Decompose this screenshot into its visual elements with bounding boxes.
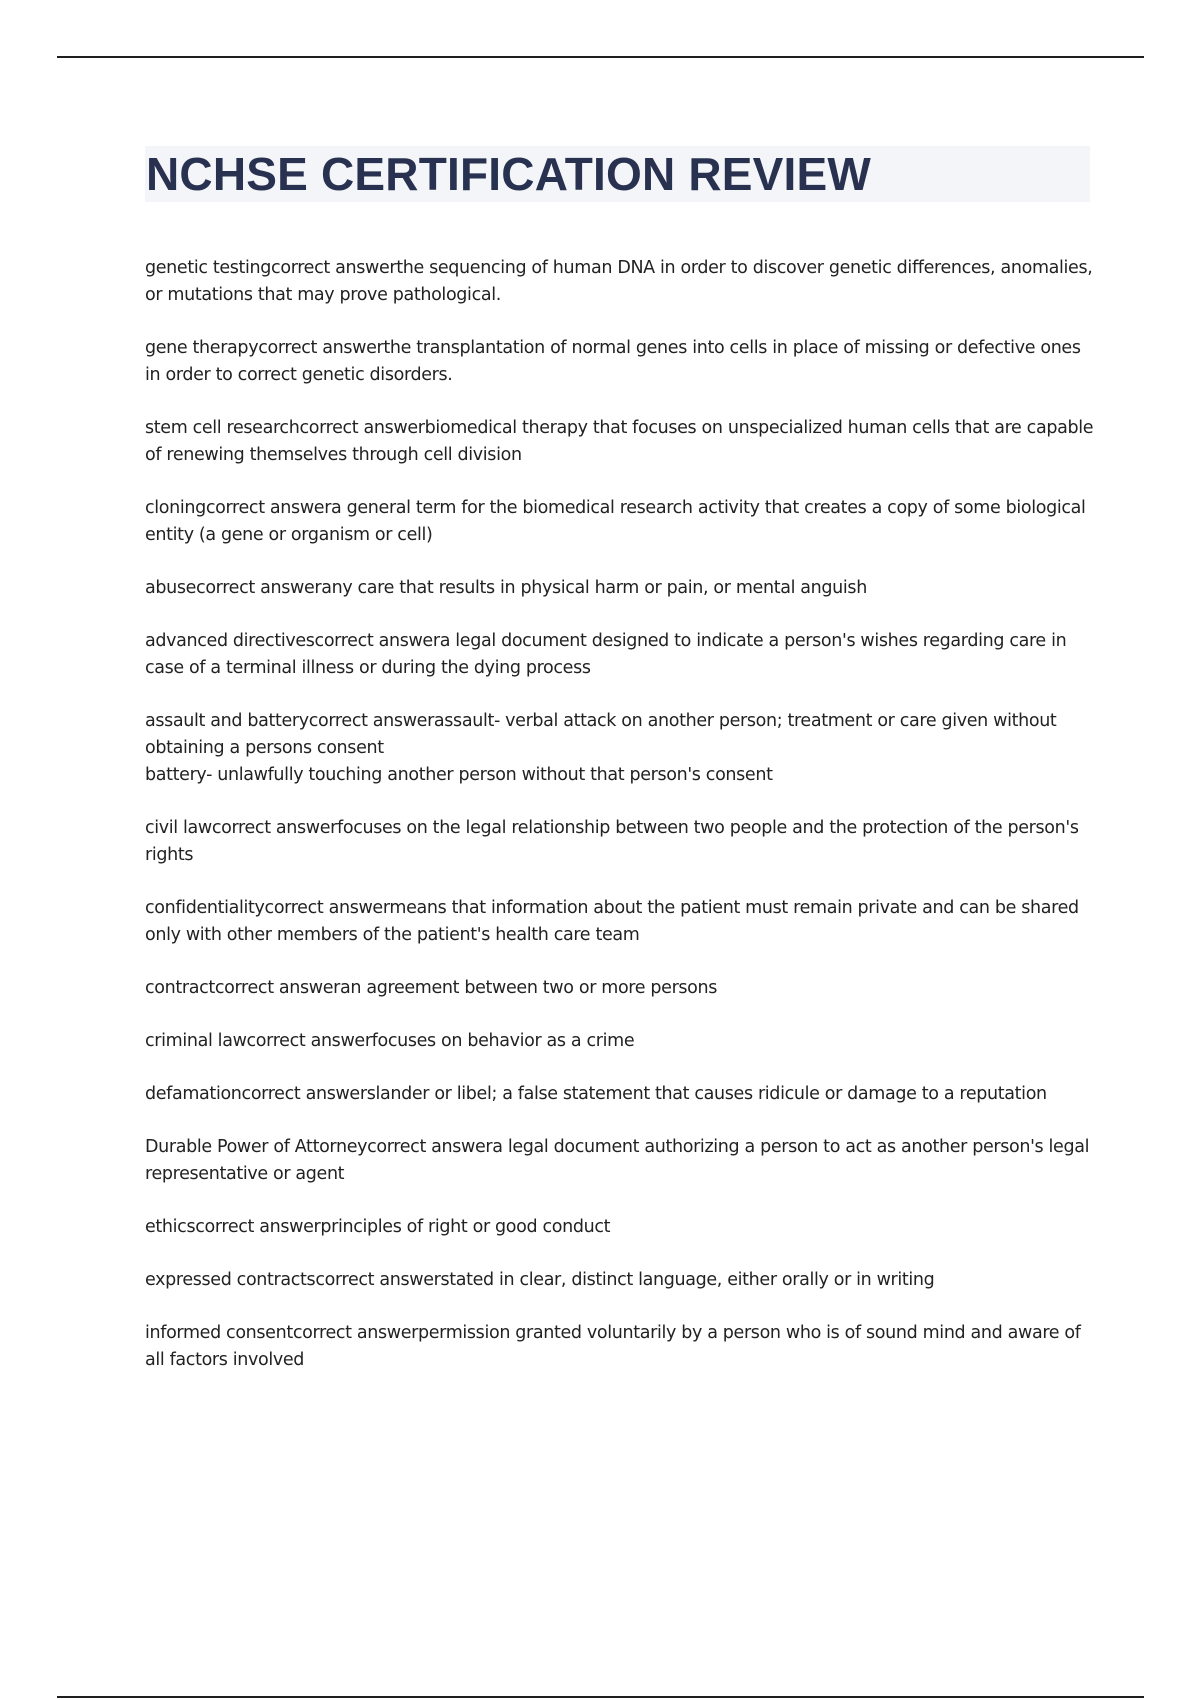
flashcard-entry-criminal-law: criminal lawcorrect answerfocuses on behavior as a crime <box>145 1031 635 1051</box>
footer-rule <box>57 1696 1144 1698</box>
flashcard-entry-battery-line: battery- unlawfully touching another person without that person's consent <box>145 765 773 785</box>
document-title: NCHSE CERTIFICATION REVIEW <box>146 148 872 200</box>
flashcard-entry-defamation: defamationcorrect answerslander or libel; a false statement that causes ridicule or damage to a reputation <box>145 1084 1047 1104</box>
flashcard-entry-contract: contractcorrect answeran agreement between two or more persons <box>145 978 718 998</box>
flashcard-entry-advanced-directives: advanced directivescorrect answera legal document designed to indicate a person's wishes regarding care in case of a terminal illness or during the dying process <box>145 631 1067 678</box>
flashcard-list <box>145 255 1095 1400</box>
flashcard-entry-gene-therapy: gene therapycorrect answerthe transplantation of normal genes into cells in place of missing or defective ones in order to correct genetic disorders. <box>145 338 1081 385</box>
flashcard-entry-confidentiality: confidentialitycorrect answermeans that information about the patient must remain private and can be shared only with other members of the patient's health care team <box>145 898 1079 945</box>
flashcard-entry-stem-cell-research: stem cell researchcorrect answerbiomedical therapy that focuses on unspecialized human cells that are capable of renewing themselves through cell division <box>145 418 1094 465</box>
flashcard-entry-ethics: ethicscorrect answerprinciples of right or good conduct <box>145 1217 611 1237</box>
flashcard-entry-durable-power-of-attorney: Durable Power of Attorneycorrect answera legal document authorizing a person to act as another person's legal representative or agent <box>145 1137 1090 1184</box>
flashcard-entry-genetic-testing: genetic testingcorrect answerthe sequencing of human DNA in order to discover genetic differences, anomalies, or mutations that may prove pathological. <box>145 258 1093 305</box>
flashcard-entry-civil-law: civil lawcorrect answerfocuses on the legal relationship between two people and the protection of the person's rights <box>145 818 1079 865</box>
flashcard-entry-informed-consent: informed consentcorrect answerpermission granted voluntarily by a person who is of sound mind and aware of all factors involved <box>145 1323 1081 1370</box>
header-rule <box>57 56 1144 58</box>
flashcard-entry-cloning: cloningcorrect answera general term for the biomedical research activity that creates a copy of some biological entity (a gene or organism or cell) <box>145 498 1086 545</box>
flashcard-entry-abuse: abusecorrect answerany care that results in physical harm or pain, or mental anguish <box>145 578 867 598</box>
flashcard-entry-expressed-contracts: expressed contractscorrect answerstated in clear, distinct language, either orally or in writing <box>145 1270 935 1290</box>
flashcard-entry-assault-and-battery: assault and batterycorrect answerassault- verbal attack on another person; treatment or care given without obtaining a persons consent battery- unlawfully touching another person without that person's consent <box>145 708 1095 789</box>
